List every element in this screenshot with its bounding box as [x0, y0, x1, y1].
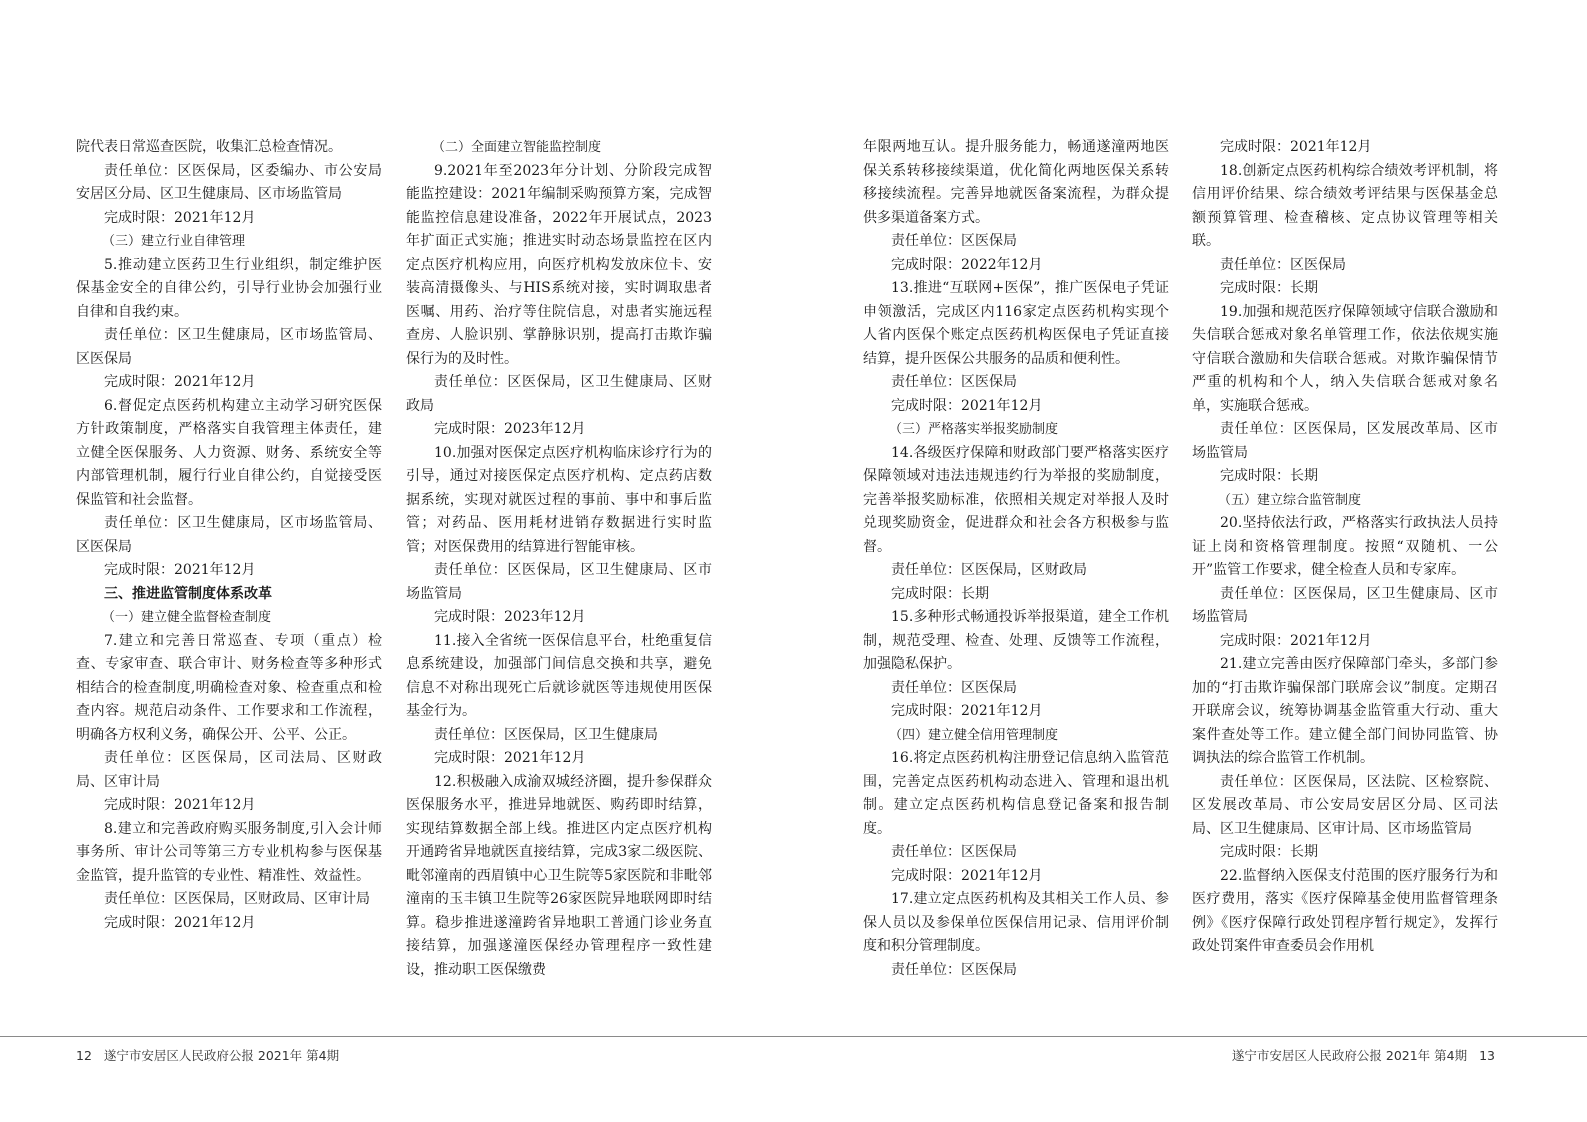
page-number-left: 12: [76, 1048, 92, 1063]
paragraph: 责任单位：区医保局，区卫生健康局: [434, 726, 658, 743]
column-4: [1192, 136, 1498, 959]
paragraph: 完成时限：长期: [1220, 280, 1318, 296]
paragraph: 9.2021年至2023年分计划、分阶段完成智能监控建设：2021年编制采购预算方案，完成智能监控信息建设准备，2022年开展试点，2023年扩面正式实施；推进实时动态场景监控在区内定点医疗机构应用，向医疗机构发放床位卡、安装高清摄像头、与HIS系统对接，实时调取患者医嘱、用药、治疗等住院信息，对患者实施远程查房、人脸识别、掌静脉识别，提高打击欺诈骗保行为的及时性。: [406, 162, 712, 367]
paragraph-continued: 院代表日常巡查医院，收集汇总检查情况。: [76, 139, 342, 155]
subsection-heading: （二）全面建立智能监控制度: [432, 140, 602, 155]
paragraph: 责任单位：区医保局，区委编办、市公安局安居区分局、区卫生健康局、区市场监管局: [76, 162, 382, 202]
paragraph: 完成时限：2021年12月: [1220, 632, 1372, 649]
paragraph: 12.积极融入成渝双城经济圈，提升参保群众医保服务水平，推进异地就医、购药即时结算，实现结算数据全部上线。推进区内定点医疗机构开通跨省异地就医直接结算，完成3家二级医院、毗邻潼南的西眉镇中心卫生院等5家医院和非毗邻潼南的玉丰镇卫生院等26家医院异地联网即时结算。稳步推进遂潼跨省异地职工普通门诊业务直接结算，加强遂潼医保经办管理程序一致性建设，推动职工医保缴费: [406, 773, 712, 978]
paragraph: 责任单位：区医保局: [891, 374, 1017, 390]
paragraph: 责任单位：区医保局，区法院、区检察院、区发展改革局、市公安局安居区分局、区司法局、区卫生健康局、区审计局、区市场监管局: [1192, 773, 1498, 837]
paragraph: 责任单位：区医保局，区发展改革局、区市场监管局: [1192, 421, 1498, 461]
subsection-heading: （五）建立综合监管制度: [1218, 492, 1362, 508]
publication-title-left: 遂宁市安居区人民政府公报 2021年 第4期: [103, 1048, 340, 1063]
paragraph: 责任单位：区医保局: [1220, 256, 1346, 273]
paragraph: 完成时限：2021年12月: [891, 397, 1043, 414]
subsection-heading: （三）严格落实举报奖励制度: [889, 422, 1059, 437]
footer-left: [76, 1046, 339, 1064]
column-2: [406, 136, 712, 982]
paragraph: 完成时限：2022年12月: [891, 256, 1043, 273]
section-heading: 三、推进监管制度体系改革: [104, 585, 272, 602]
page-number-right: 13: [1479, 1048, 1495, 1063]
paragraph: 完成时限：2021年12月: [104, 914, 256, 931]
paragraph: 完成时限：2021年12月: [104, 209, 256, 226]
paragraph: 责任单位：区医保局，区卫生健康局、区市场监管局: [406, 562, 712, 602]
paragraph: 18.创新定点医药机构综合绩效考评机制，将信用评价结果、综合绩效考评结果与医保基金总额预算管理、检查稽核、定点协议管理等相关联。: [1192, 162, 1498, 249]
paragraph: 责任单位：区医保局: [891, 961, 1017, 978]
paragraph: 完成时限：2021年12月: [891, 867, 1043, 884]
paragraph: 责任单位：区医保局: [891, 679, 1017, 696]
paragraph: 责任单位：区卫生健康局，区市场监管局、区医保局: [76, 327, 382, 367]
paragraph: 完成时限：2021年12月: [434, 750, 586, 766]
paragraph: 完成时限：2021年12月: [104, 374, 256, 390]
paragraph: 5.推动建立医药卫生行业组织，制定维护医保基金安全的自律公约，引导行业协会加强行业自律和自我约束。: [76, 256, 382, 320]
paragraph: 10.加强对医保定点医疗机构临床诊疗行为的引导，通过对接医保定点医疗机构、定点药店数据系统，实现对就医过程的事前、事中和事后监管；对药品、医用耗材进销存数据进行实时监管；对医保费用的结算进行智能审核。: [406, 444, 712, 555]
paragraph: 完成时限：2023年12月: [434, 609, 586, 625]
publication-title-right: 遂宁市安居区人民政府公报 2021年 第4期: [1231, 1048, 1468, 1063]
paragraph: 21.建立完善由医疗保障部门牵头，多部门参加的“打击欺诈骗保部门联席会议”制度。定期召开联席会议，统筹协调基金监管重大行动、重大案件查处等工作。建立健全部门间协同监管、协调执法的综合监管工作机制。: [1192, 656, 1498, 766]
paragraph: 责任单位：区医保局，区卫生健康局、区财政局: [406, 374, 712, 414]
paragraph: 11.接入全省统一医保信息平台，杜绝重复信息系统建设，加强部门间信息交换和共享，避免信息不对称出现死亡后就诊就医等违规使用医保基金行为。: [406, 632, 712, 719]
paragraph: 14.各级医疗保障和财政部门要严格落实医疗保障领域对违法违规违约行为举报的奖励制度，完善举报奖励标准，依照相关规定对举报人及时兑现奖励资金，促进群众和社会各方积极参与监督。: [863, 444, 1169, 555]
paragraph: 责任单位：区医保局: [891, 844, 1017, 860]
paragraph: 责任单位：区医保局，区财政局: [891, 562, 1087, 578]
paragraph: 15.多种形式畅通投诉举报渠道，建全工作机制，规范受理、检查、处理、反馈等工作流程，加强隐私保护。: [863, 609, 1169, 672]
paragraph: 16.将定点医药机构注册登记信息纳入监管范围，完善定点医药机构动态进入、管理和退出机制。建立定点医药机构信息登记备案和报告制度。: [863, 750, 1169, 837]
subsection-heading: （一）建立健全监督检查制度: [102, 610, 272, 625]
paragraph: 完成时限：长期: [1220, 468, 1318, 484]
column-1: [76, 136, 382, 935]
paragraph: 完成时限：长期: [891, 585, 989, 602]
footer-divider: [0, 1036, 1587, 1037]
subsection-heading: （三）建立行业自律管理: [102, 234, 246, 249]
paragraph: 完成时限：长期: [1220, 844, 1318, 860]
paragraph: 6.督促定点医药机构建立主动学习研究医保方针政策制度，严格落实自我管理主体责任，建立健全医保服务、人力资源、财务、系统安全等内部管理机制，履行行业自律公约，自觉接受医保监管和社会监督。: [76, 397, 382, 508]
paragraph: 19.加强和规范医疗保障领域守信联合激励和失信联合惩戒对象名单管理工作，依法依规实施守信联合激励和失信联合惩戒。对欺诈骗保情节严重的机构和个人，纳入失信联合惩戒对象名单，实施联合惩戒。: [1192, 303, 1498, 414]
paragraph: 责任单位：区医保局，区卫生健康局、区市场监管局: [1192, 585, 1498, 625]
subsection-heading: （四）建立健全信用管理制度: [889, 727, 1059, 743]
paragraph: 8.建立和完善政府购买服务制度,引入会计师事务所、审计公司等第三方专业机构参与医保基金监管，提升监管的专业性、精准性、效益性。: [76, 820, 382, 884]
paragraph: 17.建立定点医药机构及其相关工作人员、参保人员以及参保单位医保信用记录、信用评价制度和积分管理制度。: [863, 891, 1169, 954]
paragraph: 完成时限：2023年12月: [434, 421, 586, 437]
paragraph: 13.推进“互联网+医保”，推广医保电子凭证申领激活，完成区内116家定点医药机构实现个人省内医保个账定点医药机构医保电子凭证直接结算，提升医保公共服务的品质和便利性。: [863, 280, 1169, 367]
column-3: [863, 136, 1169, 982]
paragraph: 责任单位：区医保局，区财政局、区审计局: [104, 891, 370, 907]
paragraph: 完成时限：2021年12月: [891, 703, 1043, 719]
footer-right: [1232, 1046, 1495, 1064]
paragraph: 完成时限：2021年12月: [104, 797, 256, 813]
paragraph: 完成时限：2021年12月: [104, 562, 256, 578]
paragraph: 责任单位：区卫生健康局，区市场监管局、区医保局: [76, 515, 382, 555]
paragraph: 22.监督纳入医保支付范围的医疗服务行为和医疗费用，落实《医疗保障基金使用监督管理条例》《医疗保障行政处罚程序暂行规定》，发挥行政处罚案件审查委员会作用机: [1192, 867, 1498, 954]
paragraph-continued: 年限两地互认。提升服务能力，畅通遂潼两地医保关系转移接续渠道，优化简化两地医保关系转移接续流程。完善异地就医备案流程，为群众提供多渠道备案方式。: [863, 139, 1169, 226]
paragraph: 完成时限：2021年12月: [1220, 139, 1372, 155]
paragraph: 20.坚持依法行政，严格落实行政执法人员持证上岗和资格管理制度。按照“双随机、一公开”监管工作要求，健全检查人员和专家库。: [1192, 515, 1498, 578]
paragraph: 责任单位：区医保局: [891, 233, 1017, 249]
paragraph: 7.建立和完善日常巡查、专项（重点）检查、专家审查、联合审计、财务检查等多种形式相结合的检查制度,明确检查对象、检查重点和检查内容。规范启动条件、工作要求和工作流程，明确各方权利义务，确保公开、公平、公正。: [76, 632, 382, 743]
paragraph: 责任单位：区医保局，区司法局、区财政局、区审计局: [76, 750, 382, 790]
